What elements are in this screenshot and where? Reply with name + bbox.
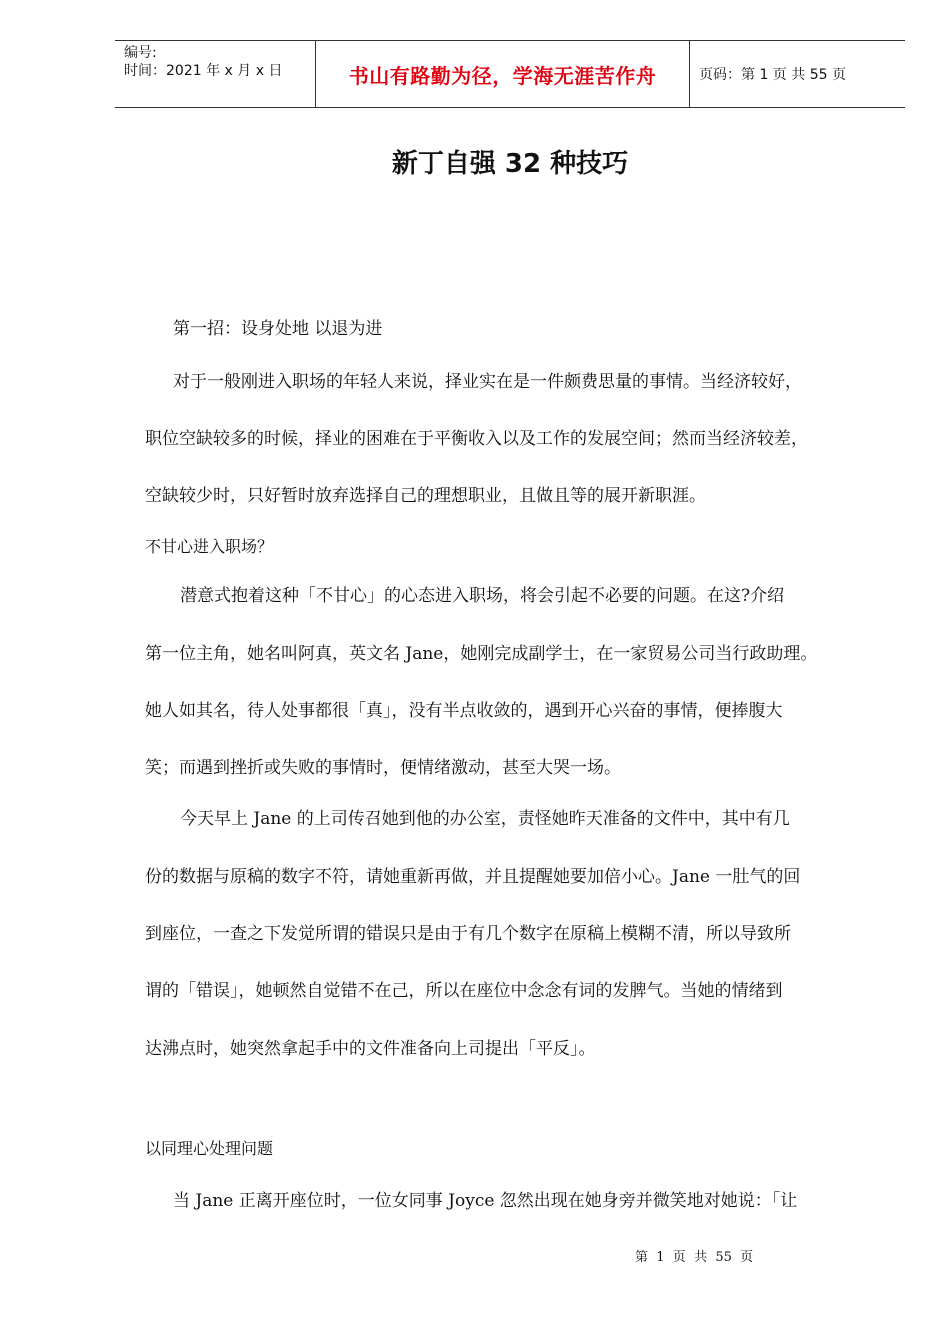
paragraph-line: 当 Jane 正离开座位时，一位女同事 Joyce 忽然出现在她身旁并微笑地对她说：「让 <box>173 1191 798 1211</box>
paragraph-line: 笑；而遇到挫折或失败的事情时，便情绪激动，甚至大哭一场。 <box>145 758 621 778</box>
section-heading: 第一招：设身处地 以退为进 <box>173 319 383 339</box>
document-title: 新丁自强 32 种技巧 <box>391 149 629 179</box>
header-meta <box>115 41 316 107</box>
page-footer: 第 1 页 共 55 页 <box>635 1250 754 1265</box>
page-header <box>115 40 905 108</box>
header-page-cell <box>690 41 905 107</box>
code-label: 编号: <box>124 45 157 61</box>
paragraph-line: 今天早上 Jane 的上司传召她到他的办公室，责怪她昨天准备的文件中，其中有几 <box>180 809 790 829</box>
paragraph-line: 对于一般刚进入职场的年轻人来说，择业实在是一件颇费思量的事情。当经济较好， <box>173 372 802 392</box>
paragraph-line: 她人如其名，待人处事都很「真」，没有半点收敛的，遇到开心兴奋的事情，便捧腹大 <box>145 701 783 721</box>
motto: 书山有路勤为径，学海无涯苦作舟 <box>348 63 657 88</box>
paragraph-line: 职位空缺较多的时候，择业的困难在于平衡收入以及工作的发展空间；然而当经济较差， <box>145 429 808 449</box>
header-motto-cell <box>316 41 690 107</box>
page-info: 页码：第 1 页 共 55 页 <box>699 67 846 83</box>
paragraph-line: 潜意式抱着这种「不甘心」的心态进入职场，将会引起不必要的问题。在这?介绍 <box>180 586 785 606</box>
paragraph-line: 份的数据与原稿的数字不符，请她重新再做，并且提醒她要加倍小心。Jane 一肚气的回 <box>145 867 801 887</box>
paragraph-line: 到座位，一查之下发觉所谓的错误只是由于有几个数字在原稿上模糊不清，所以导致所 <box>145 924 791 944</box>
subheading: 不甘心进入职场？ <box>145 537 274 556</box>
subheading: 以同理心处理问题 <box>145 1139 274 1158</box>
time-label: 时间：2021 年 x 月 x 日 <box>124 63 283 79</box>
paragraph-line: 谓的「错误」，她顿然自觉错不在己，所以在座位中念念有词的发脾气。当她的情绪到 <box>145 981 783 1001</box>
paragraph-line: 第一位主角，她名叫阿真，英文名 Jane，她刚完成副学士，在一家贸易公司当行政助理。 <box>145 644 818 664</box>
paragraph-line: 空缺较少时，只好暂时放弃选择自己的理想职业，且做且等的展开新职涯。 <box>145 486 706 506</box>
paragraph-line: 达沸点时，她突然拿起手中的文件准备向上司提出「平反」。 <box>145 1039 596 1059</box>
